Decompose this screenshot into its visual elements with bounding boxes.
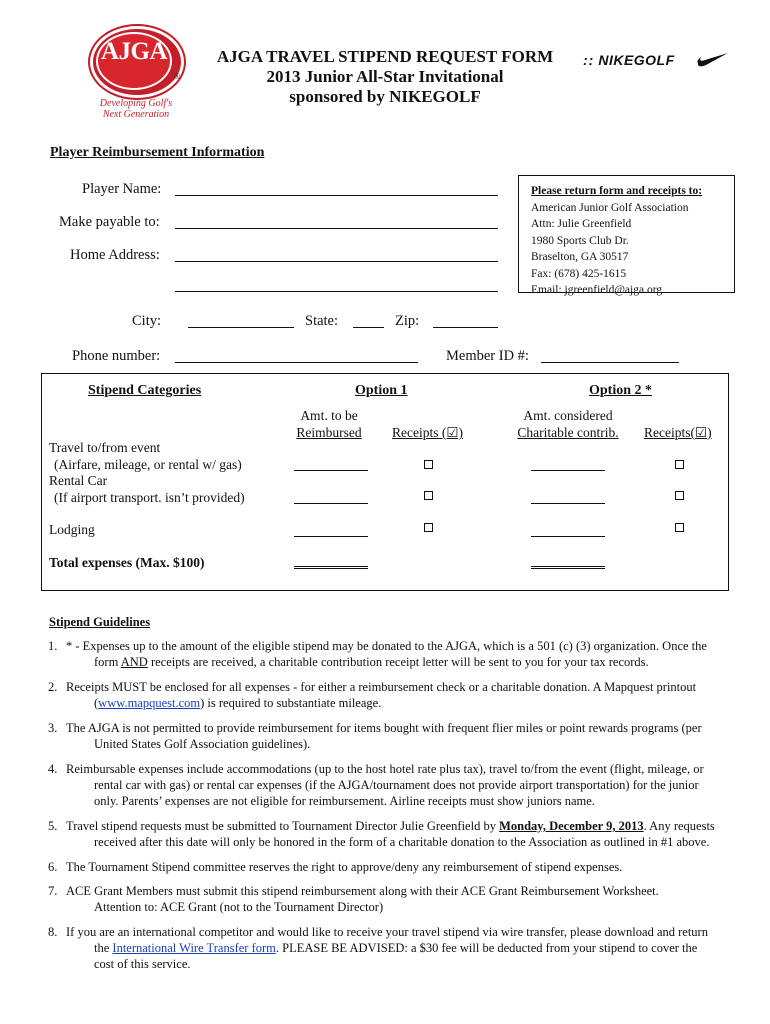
guideline-text-cont: only. Parents’ expenses are not eligible for reimbursement. Airline receipts must show juniors name. xyxy=(94,794,595,808)
guideline-text: If you are an international competitor and would like to receive your travel stipend via wire transfer, please download and return xyxy=(66,925,708,939)
travel-option2-amount[interactable] xyxy=(531,470,605,471)
nikegolf-dots: :: xyxy=(583,52,595,68)
guideline-number: 4. xyxy=(48,762,58,776)
option-1-receipts-header: Receipts (☑) xyxy=(392,425,463,440)
lodging-option1-receipt-checkbox[interactable] xyxy=(424,523,433,532)
return-address-box xyxy=(518,175,735,296)
city-field[interactable] xyxy=(188,327,294,328)
guideline-text-cont xyxy=(48,695,728,711)
guideline-number: 3. xyxy=(48,721,58,735)
guideline-text-cont: cost of this service. xyxy=(94,957,191,971)
title-line-1: AJGA TRAVEL STIPEND REQUEST FORM xyxy=(216,47,554,66)
row-rental-title: Rental Car xyxy=(49,473,108,488)
guideline-text: Reimbursable expenses include accommodations (up to the host hotel rate plus tax), travel to/from the event (flight, mileage, or xyxy=(66,762,704,776)
logo-tagline-2: Next Generation xyxy=(102,109,170,120)
guideline-emphasis: AND xyxy=(120,655,148,669)
home-address-field[interactable] xyxy=(175,261,498,262)
guideline-text: * - Expenses up to the amount of the eligible stipend may be donated to the AJGA, which is a 501 (c) (3) organization. Once the xyxy=(66,639,707,653)
player-name-label: Player Name: xyxy=(82,181,162,197)
guideline-text-cont xyxy=(48,940,728,956)
guideline-text-part: receipts are received, a charitable contribution receipt letter will be sent to you for your tax records. xyxy=(147,655,649,669)
travel-option1-amount[interactable] xyxy=(294,470,368,471)
guideline-item xyxy=(48,883,728,915)
rental-option1-receipt-checkbox[interactable] xyxy=(424,491,433,500)
guideline-text-part: ) is required to substantiate mileage. xyxy=(200,696,382,710)
zip-field[interactable] xyxy=(433,327,498,328)
return-line: Fax: (678) 425-1615 xyxy=(531,267,627,280)
guideline-item xyxy=(48,638,728,670)
guideline-text-part: Travel stipend requests must be submitted to Tournament Director Julie Greenfield by xyxy=(66,819,500,833)
page-title xyxy=(190,47,580,107)
guideline-text: The Tournament Stipend committee reserves the right to approve/deny any reimbursement of stipend expenses. xyxy=(66,860,623,874)
travel-option1-receipt-checkbox[interactable] xyxy=(424,460,433,469)
wire-transfer-link[interactable]: International Wire Transfer form xyxy=(112,941,276,955)
home-address-label: Home Address: xyxy=(70,247,160,263)
member-id-field[interactable] xyxy=(541,362,679,363)
row-lodging-label: Lodging xyxy=(49,522,95,537)
title-line-2: 2013 Junior All-Star Invitational xyxy=(266,67,504,86)
player-name-field[interactable] xyxy=(175,195,498,196)
guideline-item xyxy=(48,924,728,972)
mapquest-link[interactable]: www.mapquest.com xyxy=(98,696,201,710)
travel-option2-receipt-checkbox[interactable] xyxy=(675,460,684,469)
payable-to-label: Make payable to: xyxy=(59,214,160,230)
city-label: City: xyxy=(132,313,162,329)
guideline-number: 1. xyxy=(48,639,58,653)
logo-tagline-1: Developing Golf's xyxy=(99,98,173,109)
row-total-label: Total expenses (Max. $100) xyxy=(49,555,205,570)
phone-field[interactable] xyxy=(175,362,418,363)
option-1-amount-header-line-2: Reimbursed xyxy=(296,425,362,440)
zip-label: Zip: xyxy=(395,313,420,329)
lodging-option1-amount[interactable] xyxy=(294,536,368,537)
option-2-receipts-header: Receipts(☑) xyxy=(644,425,712,440)
return-line: 1980 Sports Club Dr. xyxy=(531,234,629,247)
guideline-number: 2. xyxy=(48,680,58,694)
rental-option2-amount[interactable] xyxy=(531,503,605,504)
row-travel-title: Travel to/from event xyxy=(49,440,161,455)
ajga-logo xyxy=(88,20,184,118)
logo-text: AJGA xyxy=(100,38,168,65)
guideline-text-part: form xyxy=(94,655,121,669)
option-2-amount-header-line-2: Charitable contrib. xyxy=(517,425,619,440)
nikegolf-logo xyxy=(583,52,675,68)
guideline-text-part: the xyxy=(94,941,113,955)
guideline-number: 7. xyxy=(48,884,58,898)
guideline-text-cont: United States Golf Association guidelines). xyxy=(94,737,311,751)
guideline-text xyxy=(48,818,728,834)
guideline-item xyxy=(48,679,728,711)
member-id-label: Member ID #: xyxy=(446,348,529,364)
rental-option2-receipt-checkbox[interactable] xyxy=(675,491,684,500)
guideline-text-cont: received after this date will only be honored in the form of a charitable donation to the Association as outlined in #1 above. xyxy=(94,835,710,849)
nike-swoosh-icon xyxy=(697,50,729,68)
guideline-item xyxy=(48,761,728,809)
total-option2-amount[interactable] xyxy=(531,566,605,569)
guideline-number: 8. xyxy=(48,925,58,939)
option-1-amount-header-line-1: Amt. to be xyxy=(300,408,358,423)
logo-tagline xyxy=(88,98,184,120)
return-line: Email: jgreenfield@ajga.org xyxy=(531,284,663,296)
deadline-date: Monday, December 9, 2013 xyxy=(499,819,644,833)
title-line-3: sponsored by NIKEGOLF xyxy=(289,87,481,106)
rental-option1-amount[interactable] xyxy=(294,503,368,504)
guideline-item xyxy=(48,818,728,850)
guideline-text-part: ( xyxy=(94,696,99,710)
option-2-amount-header-line-1: Amt. considered xyxy=(523,408,613,423)
guideline-item xyxy=(48,859,728,875)
row-travel-label xyxy=(49,440,245,506)
total-option1-amount[interactable] xyxy=(294,566,368,569)
guideline-text: The AJGA is not permitted to provide reimbursement for items bought with frequent flier miles or point rewards programs (per xyxy=(66,721,702,735)
option-1-amount-header xyxy=(283,407,375,441)
row-rental-detail: (If airport transport. isn’t provided) xyxy=(54,489,245,505)
stipend-categories-header: Stipend Categories xyxy=(88,383,202,398)
nikegolf-wordmark: NIKEGOLF xyxy=(598,52,675,68)
return-line: American Junior Golf Association xyxy=(531,201,689,214)
option-2-header: Option 2 * xyxy=(589,383,653,398)
payable-to-field[interactable] xyxy=(175,228,498,229)
guideline-text: Receipts MUST be enclosed for all expenses - for either a reimbursement check or a charitable donation. A Mapquest printout xyxy=(66,680,697,694)
guideline-text-cont: rental car with gas) or rental car expenses (if the AJGA/tournament does not provide airport transportation) for the junior xyxy=(94,778,699,792)
guideline-text-cont: Attention to: ACE Grant (not to the Tournament Director) xyxy=(94,900,384,914)
guideline-item xyxy=(48,720,728,752)
return-line: Attn: Julie Greenfield xyxy=(531,218,632,230)
row-travel-detail: (Airfare, mileage, or rental w/ gas) xyxy=(54,456,242,472)
guideline-text-cont xyxy=(48,654,728,670)
phone-label: Phone number: xyxy=(72,348,161,364)
state-label: State: xyxy=(305,313,339,329)
logo-registered-mark: ® xyxy=(174,72,180,81)
guideline-text-part: . PLEASE BE ADVISED: a $30 fee will be deducted from your stipend to cover the xyxy=(275,941,698,955)
option-2-amount-header xyxy=(508,407,628,441)
home-address-field-2[interactable] xyxy=(175,291,498,292)
guideline-number: 5. xyxy=(48,819,58,833)
lodging-option2-amount[interactable] xyxy=(531,536,605,537)
player-section-heading: Player Reimbursement Information xyxy=(50,145,265,160)
guideline-text-part: . Any requests xyxy=(643,819,715,833)
return-heading: Please return form and receipts to: xyxy=(531,185,703,197)
guideline-text: ACE Grant Members must submit this stipend reimbursement along with their ACE Grant Reimbursement Worksheet. xyxy=(66,884,659,898)
guidelines-heading: Stipend Guidelines xyxy=(49,615,151,629)
return-line: Braselton, GA 30517 xyxy=(531,251,629,263)
lodging-option2-receipt-checkbox[interactable] xyxy=(675,523,684,532)
guideline-number: 6. xyxy=(48,860,58,874)
option-1-header: Option 1 xyxy=(355,383,408,398)
state-field[interactable] xyxy=(353,327,384,328)
